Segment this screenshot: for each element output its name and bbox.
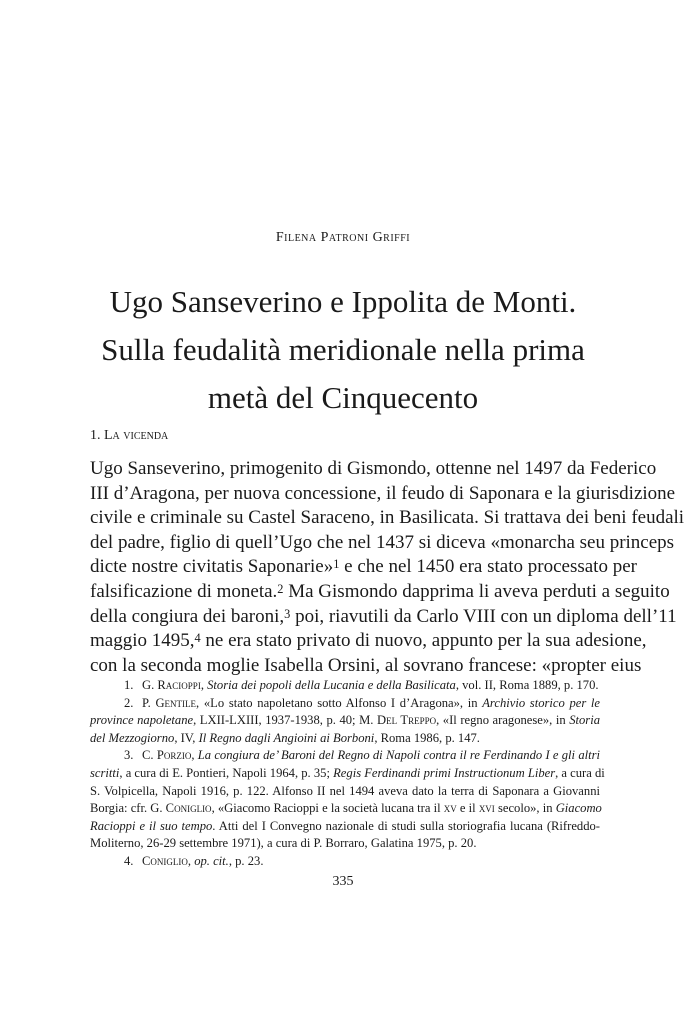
text-run: , a cura di [555,765,605,780]
article-title [0,278,686,422]
text-run: , «Lo stato napoletano sotto Alfonso I d’Aragona», in [196,695,483,710]
author-surname: xv [443,801,457,816]
footnote-line [90,818,600,836]
text-run: , Roma 1986, p. 147. [374,730,480,745]
text-run: falsificazione di moneta. [90,580,278,602]
text-run: dicte nostre civitatis Saponarie» [90,556,334,578]
author-surname: xvi [478,801,495,816]
author-name: Filena Patroni Griffi [275,230,411,245]
page-number: 335 [332,874,354,889]
text-run: , a cura di E. Pontieri, Napoli 1964, p. 35; [119,765,334,780]
footnote-line [90,712,600,730]
text-run: , vol. II, Roma 1889, p. 170. [455,678,599,692]
text-run: . Atti del I Convegno nazionale di studi sulla storiografia lucana (Rifreddo- [212,818,600,833]
text-run: ne era stato privato di nuovo, appunto per la sua adesione, [200,630,647,652]
body-line [90,555,637,580]
footnote-line [90,730,600,748]
title-line: Sulla feudalità meridionale nella prima [101,332,585,367]
body-line [90,654,642,679]
text-run: , p. 23. [228,853,264,868]
text-run: , [187,853,195,868]
author-surname: Coniglio [142,853,188,868]
body-line [90,629,647,654]
text-run: C. [142,748,157,763]
body-line [90,506,685,531]
italic-text: op. cit. [194,853,229,868]
italic-text: La congiura de’ Baroni del Regno di Napoli contra il re Ferdinando I e gli altri [197,748,601,763]
footnote-ref: 4 [194,631,201,646]
body-line [90,457,657,482]
text-run: , LXII-LXIII, 1937-1938, p. 40; M. [193,713,377,728]
text-run: con la seconda moglie Isabella Orsini, al sovrano francese: «propter eius [90,654,642,676]
text-run: P. [142,695,156,710]
footnote-line [90,835,600,853]
text-run: Ugo Sanseverino, primogenito di Gismondo, ottenne nel 1497 da Federico [90,458,657,479]
body-line [90,531,675,556]
footnote-ref: 3 [284,606,291,621]
text-run: S. Volpicella, Napoli 1916, p. 122. Alfonso II nel 1494 aveva dato la terra di Saponara a Giovanni [90,783,600,798]
italic-text: Storia [569,713,600,728]
footnote-line [90,747,600,765]
footnote-ref: 2 [277,581,284,596]
author-surname: Racioppi [157,678,201,692]
text-run: Borgia: cfr. G. [90,801,166,816]
text-run: G. [142,678,158,692]
text-run: secolo», in [494,801,556,816]
author-surname: Coniglio [165,801,212,816]
footnote-number: 1. [124,678,134,692]
footnote-number: 2. [124,695,134,710]
section-heading: 1. La vicenda [90,428,169,443]
footnote-line [90,677,600,695]
text-run: civile e criminale su Castel Saraceno, in Basilicata. Si trattava dei beni feudali [90,507,685,529]
text-run: , «Giacomo Racioppi e la società lucana tra il [211,801,444,816]
text-run: della congiura dei baroni, [90,605,285,627]
title-line: metà del Cinquecento [207,380,479,415]
footnote-line [90,765,605,783]
text-run: del padre, figlio di quell’Ugo che nel 1437 si diceva «monarcha seu princeps [90,531,675,553]
body-line [90,605,677,630]
text-run: e il [456,801,479,816]
italic-text: Racioppi e il suo tempo [90,818,213,833]
text-run: , [191,748,198,763]
text-run: , «Il regno aragonese», in [436,713,570,728]
text-run: e che nel 1450 era stato processato per [339,556,637,578]
body-line [90,580,670,605]
text-run: Ma Gismondo dapprima li aveva perduti a seguito [283,580,670,602]
text-run: maggio 1495, [90,630,195,652]
body-line [90,482,676,507]
italic-text: Regis Ferdinandi primi Instructionum Liber [333,765,556,780]
text-run: , [200,678,208,692]
footnote-ref: 1 [333,557,340,572]
text-run: , IV, [174,730,199,745]
italic-text: Storia dei popoli della Lucania e della Basilicata [207,678,456,692]
footnote-line [90,800,600,818]
body-text [90,457,685,678]
italic-text: Giacomo [555,801,602,816]
footnote-number: 3. [124,748,134,763]
author-surname: Porzio [156,748,192,763]
italic-text: scritti [90,765,120,780]
author-surname: Del Treppo [376,713,437,728]
footnotes [90,677,605,871]
footnote-number: 4. [124,853,134,868]
italic-text: Archivio storico per le [482,695,601,710]
italic-text: del Mezzogiorno [90,730,175,745]
title-line: Ugo Sanseverino e Ippolita de Monti. [109,284,577,319]
footnote-line [90,695,600,713]
footnote-line [90,853,600,871]
italic-text: Il Regno dagli Angioini ai Borboni [198,730,375,745]
text-run: III d’Aragona, per nuova concessione, il feudo di Saponara e la giurisdizione [90,482,676,504]
text-run: Moliterno, 26-29 settembre 1971), a cura di P. Borraro, Galatina 1975, p. 20. [90,836,477,851]
text-run: poi, riavutili da Carlo VIII con un diploma dell’11 [290,605,677,627]
author-surname: Gentile [155,695,197,710]
italic-text: province napoletane [90,713,194,728]
footnote-line [90,783,600,801]
